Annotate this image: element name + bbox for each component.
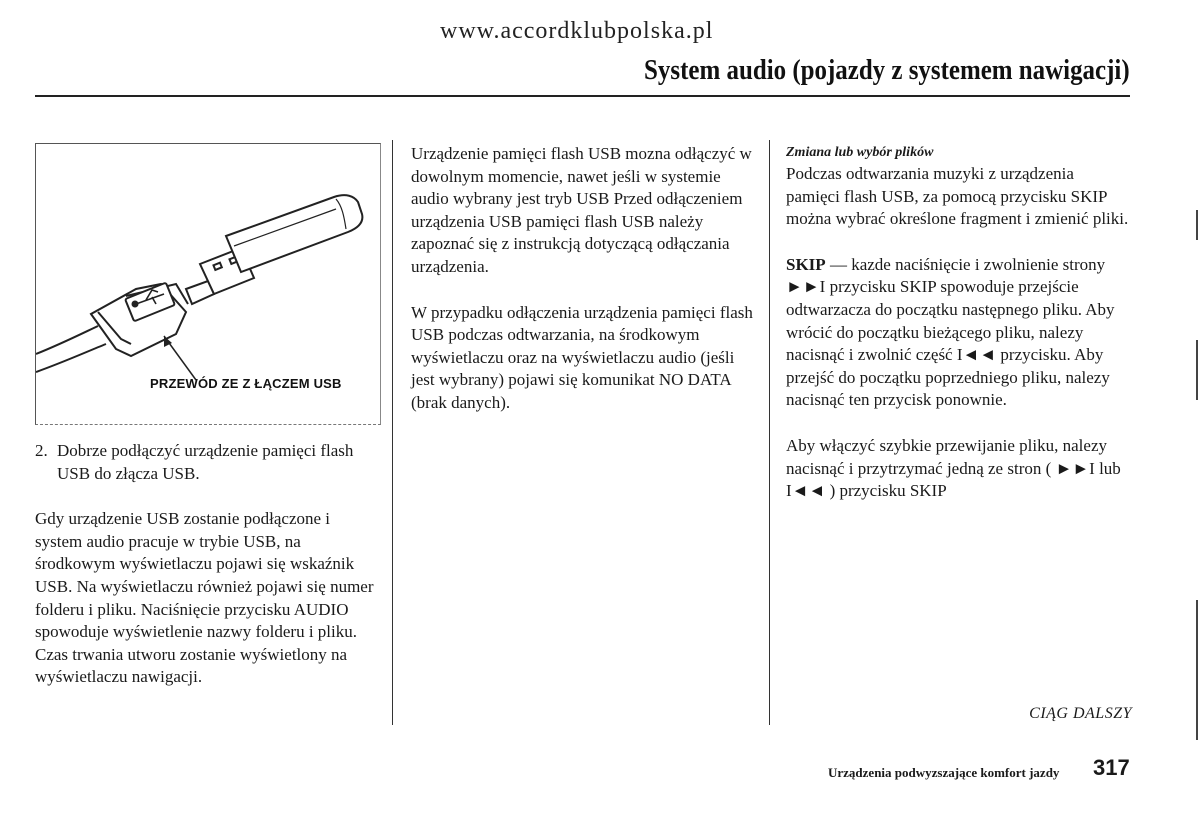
figure-caption: PRZEWÓD ZE Z ŁĄCZEM USB — [150, 376, 342, 391]
next-track-icon: ►►I — [786, 277, 826, 297]
disconnect-paragraph: Urządzenie pamięci flash USB mozna odłączyć w dowolnym momencie, nawet jeśli w systemie audio wybrany jest tryb USB Przed odłączeniem urządzenia USB pamięci flash USB należy zapoznać się z instrukcją dotyczącą odłączania urządzenia. — [411, 144, 752, 276]
step-2 — [35, 440, 375, 485]
footer-section-title: Urządzenia podwyzszające komfort jazdy — [828, 765, 1060, 780]
column-1 — [35, 440, 375, 689]
edge-mark — [1196, 340, 1198, 400]
next-track-icon: ►►I — [1055, 458, 1095, 478]
skip-label: SKIP — [786, 254, 826, 274]
header-rule — [35, 95, 1130, 97]
edge-mark — [1196, 210, 1198, 240]
site-url: www.accordklubpolska.pl — [440, 18, 714, 44]
skip-paragraph: SKIP — kazde naciśnięcie i zwolnienie strony ►►I przycisku SKIP spowoduje przejście odtwarzacza do początku następnego pliku. Aby wrócić do początku bieżącego pliku, nalezy nacisnąć i zwolnić część I◄◄ przycisku. Aby przejść do początku poprzedniego pliku, nalezy nacisnąć ten przycisk ponownie. — [786, 254, 1115, 410]
skip-intro-paragraph: Podczas odtwarzania muzyki z urządzenia pamięci flash USB, za pomocą przycisku SKIP można wybrać określone fragment i zmienić pliki. — [786, 164, 1129, 229]
usb-connected-paragraph: Gdy urządzenie USB zostanie podłączone i system audio pracuje w trybie USB, na środkowym wyświetlaczu pojawi się wskaźnik USB. Na wyświetlaczu również pojawi się numer folderu i pliku. Naciśnięcie przycisku AUDIO spowoduje wyświetlenie nazwy folderu i pliku. Czas trwania utworu zostanie wyświetlony na wyświetlaczu nawigacji. — [35, 509, 374, 687]
column-2 — [411, 143, 756, 415]
fast-forward-paragraph: Aby włączyć szybkie przewijanie pliku, nalezy nacisnąć i przytrzymać jedną ze stron ( ►►I lub I◄◄ ) przycisku SKIP — [786, 435, 1121, 501]
section-subheading: Zmiana lub wybór plików — [786, 145, 934, 160]
step-number: 2. — [35, 441, 48, 460]
usb-drive-body — [226, 195, 362, 272]
page-title: System audio (pojazdy z systemem nawigacji) — [644, 54, 1130, 86]
step-text: Dobrze podłączyć urządzenie pamięci flash USB do złącza USB. — [57, 441, 354, 483]
continued-label: CIĄG DALSZY — [1029, 705, 1132, 722]
previous-track-icon: I◄◄ — [786, 481, 826, 501]
no-data-paragraph: W przypadku odłączenia urządzenia pamięci flash USB podczas odtwarzania, na środkowym wyświetlaczu oraz na wyświetlaczu audio (jeśli jest wybrany) pojawi się komunikat NO DATA (brak danych). — [411, 302, 753, 412]
column-divider-1 — [392, 140, 393, 725]
column-3 — [786, 143, 1131, 503]
page-number: 317 — [1093, 755, 1130, 780]
usb-figure — [35, 143, 381, 425]
column-divider-2 — [769, 140, 770, 725]
edge-mark — [1196, 600, 1198, 740]
previous-track-icon: I◄◄ — [956, 345, 997, 365]
